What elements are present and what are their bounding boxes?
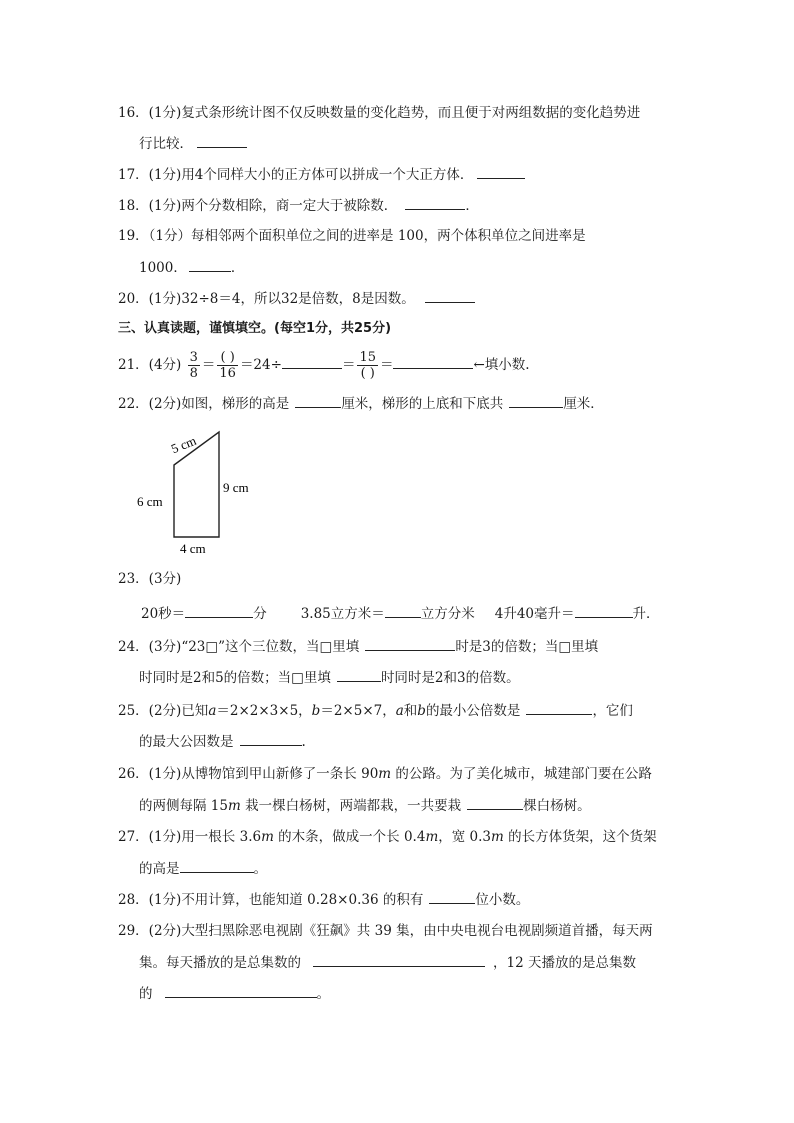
answer-blank[interactable] — [575, 603, 633, 618]
question-16-cont — [139, 133, 247, 154]
question-number: 21．(4分) — [118, 357, 182, 373]
answer-blank[interactable] — [393, 354, 473, 369]
fraction-3-8: $\frac{3}{8}$ — [189, 350, 198, 381]
question-text: ，12 天播放的是总集数 — [493, 955, 636, 971]
question-21 — [118, 348, 530, 382]
equals-sign: ＝ — [379, 357, 394, 373]
question-text: 厘米． — [563, 396, 604, 412]
question-text: ，它们 — [592, 703, 633, 719]
answer-blank[interactable] — [282, 354, 342, 369]
question-27-cont — [139, 858, 267, 879]
question-text: 的高是 — [139, 861, 180, 877]
question-text: 1000． — [139, 260, 187, 276]
question-text: 的长方体货架，这个货架 — [503, 829, 657, 845]
answer-blank[interactable] — [180, 858, 254, 873]
question-text: 行比较． — [139, 136, 193, 152]
question-text: 集。每天播放的是总集数的 — [139, 955, 301, 971]
answer-blank[interactable] — [337, 667, 381, 682]
question-26-cont — [139, 795, 591, 816]
label-right: 9 cm — [223, 480, 249, 495]
question-text: 从博物馆到甲山新修了一条长 90 — [181, 766, 379, 782]
question-29-cont — [139, 952, 636, 973]
variable-b: b — [311, 703, 321, 719]
question-number: 23．(3分) — [118, 571, 182, 587]
answer-blank[interactable] — [240, 731, 302, 746]
answer-blank[interactable] — [189, 257, 231, 272]
answer-blank[interactable] — [405, 195, 465, 210]
question-text: 时是3的倍数；当□里填 — [455, 639, 599, 655]
punctuation: . — [301, 734, 306, 750]
question-23-items — [141, 603, 660, 624]
punctuation: ． — [230, 260, 245, 276]
question-number: 27．(1分) — [118, 829, 182, 845]
question-29-cont-2 — [139, 983, 330, 1004]
question-text: 厘米，梯形的上底和下底共 — [341, 396, 504, 412]
variable-a: a — [395, 703, 404, 719]
question-number: 22．(2分) — [118, 396, 182, 412]
question-24 — [118, 636, 598, 657]
question-text: ，宽 0.3 — [438, 829, 492, 845]
question-number: 16．(1分) — [118, 105, 182, 121]
question-text: 栽一棵白杨树，两端都栽，一共要栽 — [240, 798, 462, 814]
fraction-blank-16[interactable]: $\frac{( )}{16}$ — [219, 350, 236, 381]
label-left: 6 cm — [137, 494, 163, 509]
question-text: 复式条形统计图不仅反映数量的变化趋势，而且便于对两组数据的变化趋势进 — [181, 105, 641, 121]
answer-blank[interactable] — [467, 795, 523, 810]
section-heading: 三、认真读题，谨慎填空。(每空1分，共25分) — [118, 321, 392, 336]
question-22 — [118, 393, 604, 414]
unit-m: m — [261, 829, 274, 845]
trapezoid-figure — [130, 420, 270, 560]
answer-blank[interactable] — [425, 288, 475, 303]
variable-a: a — [208, 703, 217, 719]
question-text: 分 — [253, 606, 267, 622]
answer-blank[interactable] — [313, 952, 485, 967]
unit-m: m — [227, 798, 241, 814]
unit-m: m — [378, 766, 392, 782]
answer-blank[interactable] — [526, 700, 592, 715]
question-text: 的两侧每隔 15 — [139, 798, 228, 814]
question-29 — [118, 921, 653, 941]
question-text: 立方分米 — [420, 606, 475, 622]
question-17 — [118, 164, 525, 185]
question-25-cont — [139, 731, 306, 752]
question-text: 每相邻两个面积单位之间的进率是 100，两个体积单位之间进率是 — [191, 228, 586, 244]
question-text: 棵白杨树。 — [523, 798, 591, 814]
question-text: 升． — [632, 606, 660, 622]
label-top: 5 cm — [168, 432, 199, 457]
question-text: 的公路。为了美化城市，城建部门要在公路 — [391, 766, 652, 782]
question-text: 20秒＝ — [141, 606, 186, 622]
question-text: 的最大公因数是 — [139, 734, 234, 750]
question-text: 用4个同样大小的正方体可以拼成一个大正方体． — [181, 167, 474, 183]
question-16 — [118, 103, 640, 123]
answer-blank[interactable] — [509, 393, 563, 408]
question-text: 和 — [403, 703, 418, 719]
variable-b: b — [417, 703, 426, 719]
question-text: 已知 — [181, 703, 209, 719]
question-text: 不用计算，也能知道 0.28×0.36 的积有 — [181, 892, 424, 908]
question-18 — [118, 195, 479, 216]
question-text: 的最小公倍数是 — [425, 703, 521, 719]
division-expression: ＝24÷ — [239, 357, 282, 373]
question-text: 3.85立方米＝ — [300, 606, 385, 622]
fraction-15-blank[interactable]: $\frac{15}{( )}$ — [359, 350, 376, 381]
answer-blank[interactable] — [197, 133, 247, 148]
question-number: 17．(1分) — [118, 167, 182, 183]
question-text: “23□”这个三位数，当□里填 — [181, 639, 360, 655]
unit-m: m — [491, 829, 504, 845]
punctuation: ． — [465, 198, 479, 214]
question-text: ＝2×5×7， — [320, 703, 396, 719]
question-20 — [118, 288, 475, 309]
question-19-cont — [139, 257, 244, 278]
answer-blank[interactable] — [185, 603, 253, 618]
question-text: 位小数。 — [475, 892, 530, 908]
question-text: 时同时是2和5的倍数；当□里填 — [139, 670, 331, 686]
question-26 — [118, 764, 652, 784]
answer-blank[interactable] — [477, 164, 525, 179]
equals-sign: ＝ — [341, 357, 356, 373]
punctuation: 。 — [253, 861, 267, 877]
instruction-text: ←填小数. — [473, 357, 530, 373]
question-text: 的 — [139, 986, 153, 1002]
label-bottom: 4 cm — [180, 541, 206, 556]
answer-blank[interactable] — [385, 603, 421, 618]
question-19 — [118, 226, 586, 246]
question-24-cont — [139, 667, 520, 688]
question-number: 25．(2分) — [118, 703, 182, 719]
question-text: 如图，梯形的高是 — [181, 396, 290, 412]
question-number: 29．(2分) — [118, 923, 182, 939]
question-23 — [118, 569, 181, 589]
question-27 — [118, 827, 657, 847]
unit-m: m — [425, 829, 439, 845]
answer-blank[interactable] — [165, 983, 317, 998]
question-number: 28．(1分) — [118, 892, 182, 908]
question-text: 用一根长 3.6 — [181, 829, 262, 845]
question-text: 两个分数相除，商一定大于被除数． — [181, 198, 398, 214]
question-text: 4升40毫升＝ — [494, 606, 575, 622]
question-28 — [118, 889, 529, 910]
question-25 — [118, 700, 633, 721]
question-number: 20．(1分) — [118, 291, 182, 307]
answer-blank[interactable] — [429, 889, 475, 904]
answer-blank[interactable] — [295, 393, 341, 408]
question-number: 26．(1分) — [118, 766, 182, 782]
question-text: 时同时是2和3的倍数。 — [380, 670, 520, 686]
question-text: 的木条，做成一个长 0.4 — [273, 829, 426, 845]
question-text: 32÷8＝4，所以32是倍数，8是因数。 — [181, 291, 415, 307]
question-number: 18．(1分) — [118, 198, 182, 214]
answer-blank[interactable] — [365, 636, 455, 651]
question-number: 24．(3分) — [118, 639, 182, 655]
punctuation: 。 — [316, 986, 330, 1002]
question-number: 19．（1分） — [118, 228, 192, 244]
question-text: ＝2×2×3×5， — [216, 703, 312, 719]
equals-sign: ＝ — [201, 357, 216, 373]
question-text: 大型扫黑除恶电视剧《狂飙》共 39 集，由中央电视台电视剧频道首播，每天两 — [181, 923, 653, 939]
